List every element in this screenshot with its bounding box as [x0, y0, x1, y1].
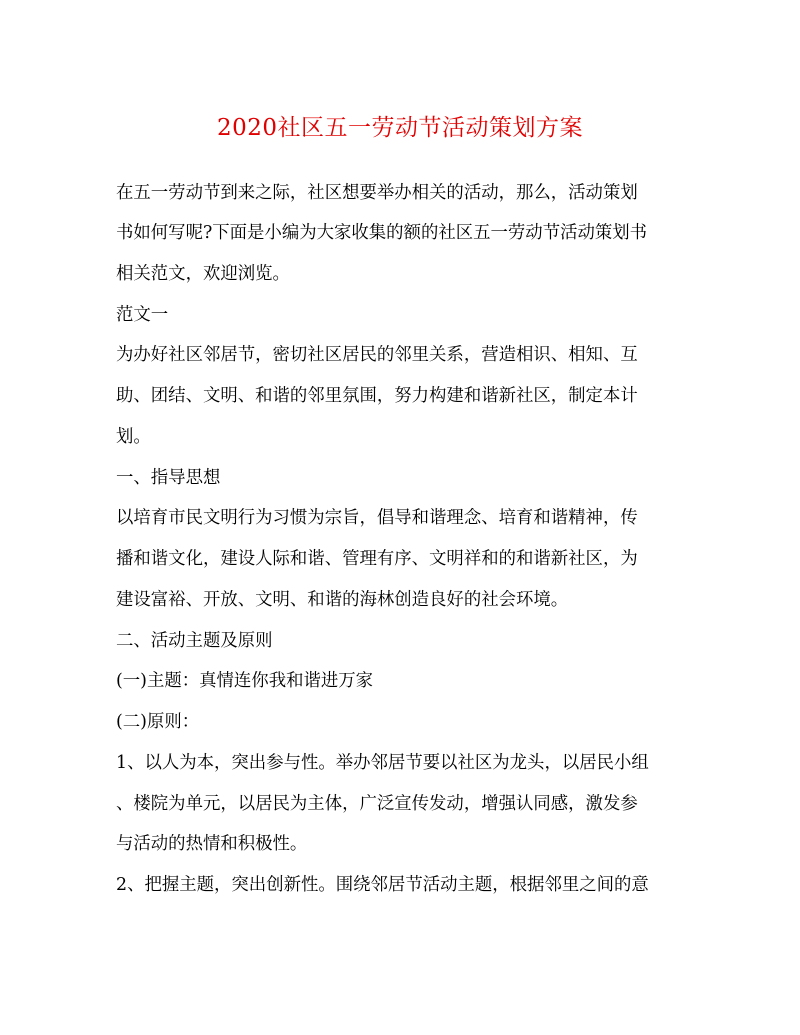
paragraph-line: 助、团结、文明、和谐的邻里氛围，努力构建和谐新社区，制定本计	[116, 386, 638, 406]
paragraph-line: 1、以人为本，突出参与性。举办邻居节要以社区为龙头，以居民小组	[116, 753, 649, 773]
section-heading-fanwen: 范文一	[116, 305, 169, 325]
intro-line-2: 书如何写呢?下面是小编为大家收集的额的社区五一劳动节活动策划书	[116, 223, 648, 243]
paragraph-line: 播和谐文化，建设人际和谐、管理有序、文明祥和的和谐新社区，为	[116, 549, 638, 569]
paragraph-line: 划。	[116, 427, 151, 447]
paragraph-line: 以培育市民文明行为习惯为宗旨，倡导和谐理念、培育和谐精神，传	[116, 508, 638, 528]
intro-line-1: 在五一劳动节到来之际，社区想要举办相关的活动，那么，活动策划	[116, 183, 638, 203]
document-title: 2020社区五一劳动节活动策划方案	[216, 115, 584, 141]
intro-line-3: 相关范文，欢迎浏览。	[116, 264, 290, 284]
paragraph-line: 与活动的热情和积极性。	[116, 834, 308, 854]
paragraph-line: 2、把握主题，突出创新性。围绕邻居节活动主题，根据邻里之间的意	[116, 875, 649, 895]
subheading-principles: (二)原则：	[116, 712, 200, 732]
section-heading-guiding: 一、指导思想	[116, 468, 221, 488]
subheading-theme: (一)主题：真情连你我和谐进万家	[116, 671, 374, 691]
paragraph-line: 为办好社区邻居节，密切社区居民的邻里关系，营造相识、相知、互	[116, 345, 638, 365]
section-heading-theme: 二、活动主题及原则	[116, 631, 273, 651]
paragraph-line: 、楼院为单元，以居民为主体，广泛宣传发动，增强认同感，激发参	[116, 794, 638, 814]
paragraph-line: 建设富裕、开放、文明、和谐的海林创造良好的社会环境。	[116, 590, 569, 610]
